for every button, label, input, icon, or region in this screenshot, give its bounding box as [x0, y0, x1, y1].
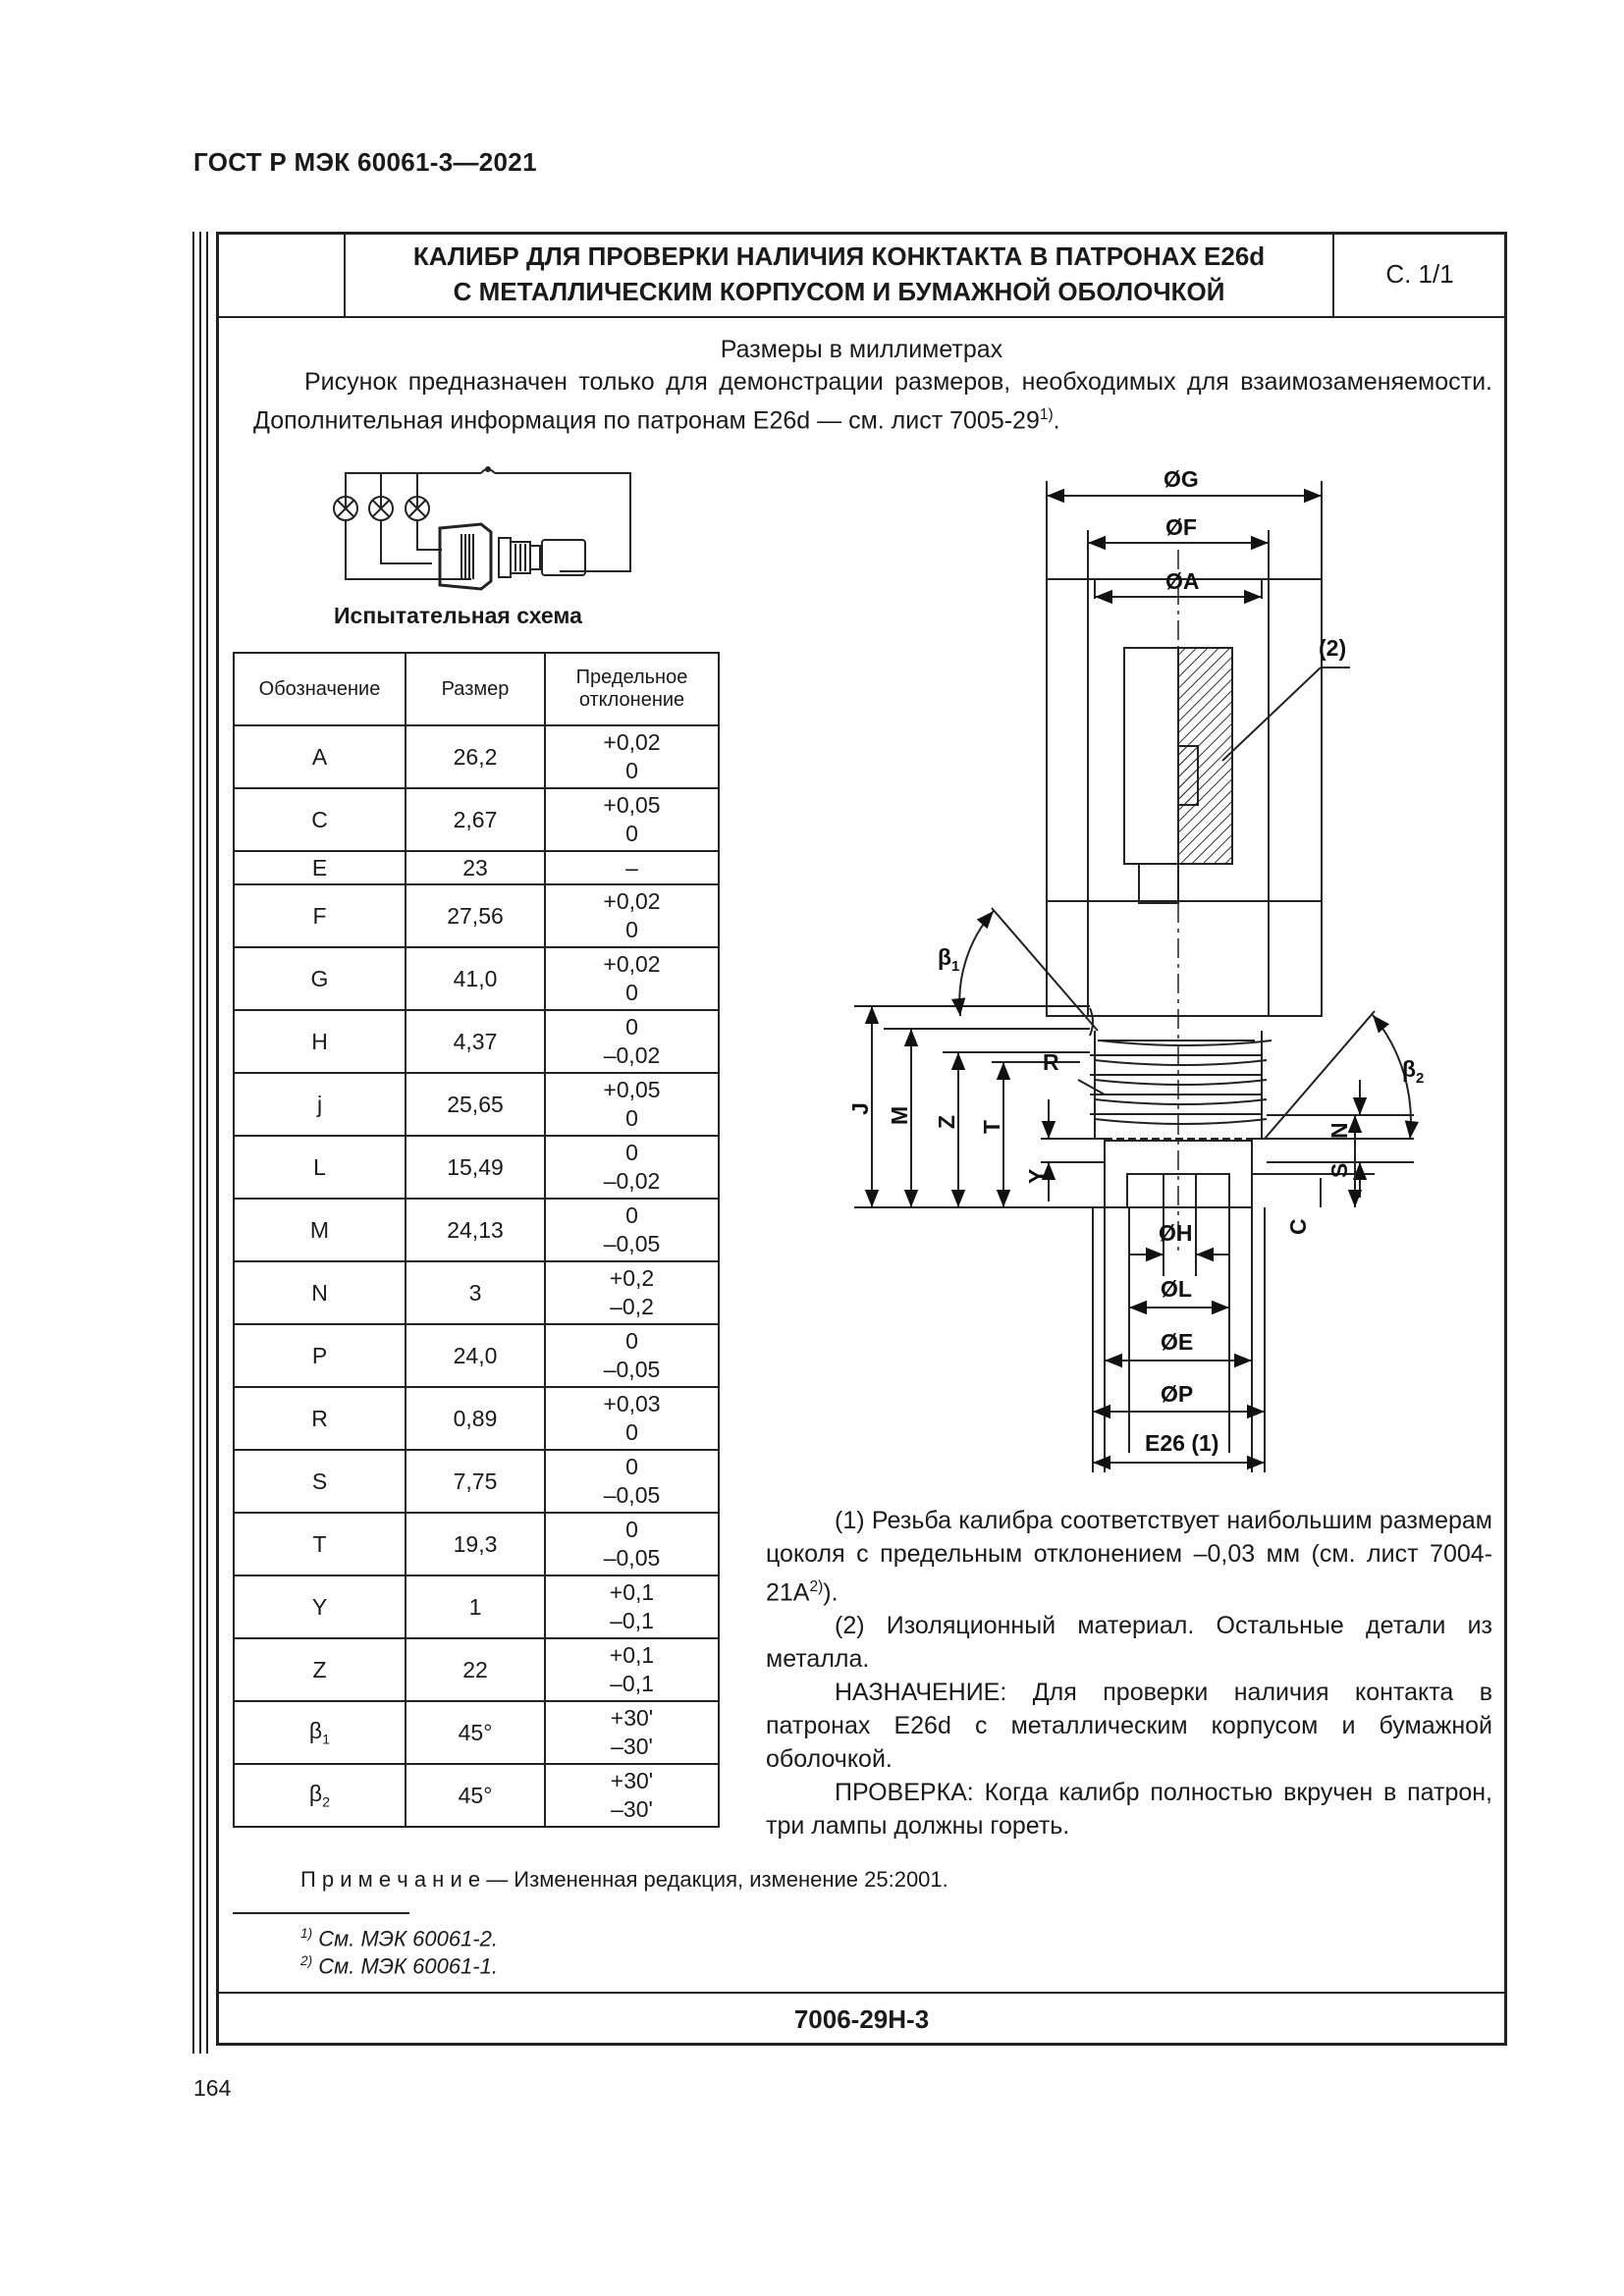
- cell-symbol: F: [234, 884, 406, 947]
- cell-tolerance: +0,02 0: [545, 884, 719, 947]
- footnote-2: $^{2)}$ См. МЭК 60061-1.: [300, 1953, 498, 1979]
- title-row: [216, 232, 1507, 318]
- sheet-title: [344, 232, 1334, 316]
- cell-size: 25,65: [406, 1073, 545, 1136]
- cell-symbol: C: [234, 788, 406, 851]
- cell-tolerance: +0,05 0: [545, 788, 719, 851]
- cell-tolerance: 0 –0,05: [545, 1450, 719, 1513]
- cell-tolerance: 0 –0,02: [545, 1010, 719, 1073]
- cell-size: 15,49: [406, 1136, 545, 1199]
- cell-symbol: G: [234, 947, 406, 1010]
- note-purpose: НАЗНАЧЕНИЕ: Для проверки наличия контакта в патронах E26d с металлическим корпусом и бумажной оболочкой.: [766, 1679, 1492, 1774]
- cell-size: 45°: [406, 1701, 545, 1764]
- label-Z: Z: [934, 1114, 959, 1129]
- label-diam-E: ØE: [1161, 1329, 1194, 1355]
- table-row: [234, 725, 719, 788]
- table-row: [234, 1575, 719, 1638]
- cell-symbol: $\beta_1$: [234, 1701, 406, 1764]
- cell-size: 0,89: [406, 1387, 545, 1450]
- cell-size: 24,13: [406, 1199, 545, 1261]
- label-R: R: [1043, 1049, 1059, 1075]
- sheet-code: 7006-29H-3: [216, 1992, 1507, 2046]
- label-diam-G: ØG: [1164, 466, 1199, 492]
- table-row: [234, 1450, 719, 1513]
- cell-size: 22: [406, 1638, 545, 1701]
- dimensions-table: [233, 652, 720, 1828]
- cell-symbol: M: [234, 1199, 406, 1261]
- cell-symbol: S: [234, 1450, 406, 1513]
- intro-end: .: [1053, 406, 1060, 435]
- label-S: S: [1326, 1162, 1352, 1178]
- document-header: ГОСТ Р МЭК 60061-3—2021: [193, 147, 537, 177]
- cell-size: 3: [406, 1261, 545, 1324]
- cell-symbol: H: [234, 1010, 406, 1073]
- intro-paragraph: [253, 365, 1492, 437]
- column-header-symbol: Обозначение: [234, 653, 406, 725]
- footnote-rule: [233, 1912, 409, 1914]
- gauge-drawing: [844, 452, 1492, 1472]
- cell-symbol: A: [234, 725, 406, 788]
- table-row: [234, 1199, 719, 1261]
- notes-block: [766, 1504, 1492, 1842]
- cell-symbol: T: [234, 1513, 406, 1575]
- column-header-tolerance: Предельное отклонение: [545, 653, 719, 725]
- test-scheme-label: Испытательная схема: [334, 603, 582, 628]
- table-row: [234, 1513, 719, 1575]
- cell-tolerance: –: [545, 851, 719, 884]
- table-header-row: [234, 653, 719, 725]
- table-row: [234, 1073, 719, 1136]
- note-insulation: (2) Изоляционный материал. Остальные детали из металла.: [766, 1612, 1492, 1674]
- margin-rule: [199, 232, 201, 2054]
- table-row: [234, 851, 719, 884]
- sheet-title-line-1: КАЛИБР ДЛЯ ПРОВЕРКИ НАЛИЧИЯ КОНКТАКТА В ПАТРОНАХ E26d: [412, 241, 1266, 271]
- cell-symbol: N: [234, 1261, 406, 1324]
- label-J: J: [847, 1102, 873, 1115]
- cell-tolerance: +0,05 0: [545, 1073, 719, 1136]
- label-diam-F: ØF: [1165, 514, 1197, 540]
- cell-tolerance: 0 –0,05: [545, 1199, 719, 1261]
- cell-size: 41,0: [406, 947, 545, 1010]
- note-check: ПРОВЕРКА: Когда калибр полностью вкручен в патрон, три лампы должны гореть.: [766, 1779, 1492, 1841]
- table-row: [234, 1136, 719, 1199]
- label-diam-A: ØA: [1165, 568, 1200, 594]
- cell-tolerance: 0 –0,05: [545, 1324, 719, 1387]
- page-number: 164: [193, 2075, 232, 2101]
- table-row: [234, 1701, 719, 1764]
- cell-size: 23: [406, 851, 545, 884]
- label-M: M: [887, 1105, 912, 1125]
- cell-tolerance: 0 –0,02: [545, 1136, 719, 1199]
- sheet-number: С. 1/1: [1385, 258, 1454, 289]
- table-row: [234, 1764, 719, 1827]
- revision-note: П р и м е ч а н и е — Измененная редакция, изменение 25:2001.: [300, 1867, 948, 1892]
- cell-tolerance: +0,02 0: [545, 725, 719, 788]
- label-insulation: (2): [1319, 635, 1347, 661]
- cell-size: 1: [406, 1575, 545, 1638]
- cell-tolerance: +0,03 0: [545, 1387, 719, 1450]
- table-row: [234, 1387, 719, 1450]
- label-beta1: $\beta_1$: [938, 944, 960, 975]
- cell-tolerance: +0,1 –0,1: [545, 1638, 719, 1701]
- cell-tolerance: +0,1 –0,1: [545, 1575, 719, 1638]
- margin-rule: [192, 232, 194, 2054]
- table-row: [234, 788, 719, 851]
- cell-size: 7,75: [406, 1450, 545, 1513]
- cell-symbol: L: [234, 1136, 406, 1199]
- table-row: [234, 1324, 719, 1387]
- cell-size: 2,67: [406, 788, 545, 851]
- intro-footnote-ref: 1): [1039, 406, 1054, 423]
- cell-size: 19,3: [406, 1513, 545, 1575]
- table-row: [234, 1638, 719, 1701]
- cell-symbol: Y: [234, 1575, 406, 1638]
- cell-size: 4,37: [406, 1010, 545, 1073]
- cell-symbol: j: [234, 1073, 406, 1136]
- cell-size: 26,2: [406, 725, 545, 788]
- table-row: [234, 884, 719, 947]
- table-row: [234, 1010, 719, 1073]
- label-diam-L: ØL: [1161, 1276, 1192, 1302]
- label-diam-P: ØP: [1161, 1381, 1194, 1407]
- test-circuit-diagram: [324, 461, 648, 609]
- label-beta2: $\beta_2$: [1402, 1056, 1425, 1087]
- note-thread: (1) Резьба калибра соответствует наибольшим размерам цоколя с предельным отклонением –0,03 мм (см. лист $7004-21A^{2)}$).: [766, 1507, 1492, 1607]
- label-Y: Y: [1024, 1168, 1050, 1184]
- table-body: [234, 725, 719, 1827]
- thread-profile: [1090, 1008, 1272, 1139]
- cell-tolerance: +30' –30': [545, 1764, 719, 1827]
- cell-symbol: E: [234, 851, 406, 884]
- table-row: [234, 947, 719, 1010]
- cell-symbol: P: [234, 1324, 406, 1387]
- dimensions-note: Размеры в миллиметрах: [720, 336, 1003, 363]
- label-N: N: [1326, 1122, 1352, 1139]
- label-C: C: [1285, 1218, 1311, 1235]
- sheet-title-line-2: С МЕТАЛЛИЧЕСКИМ КОРПУСОМ И БУМАЖНОЙ ОБОЛОЧКОЙ: [453, 277, 1225, 306]
- column-header-size: Размер: [406, 653, 545, 725]
- cell-tolerance: +30' –30': [545, 1701, 719, 1764]
- cell-symbol: R: [234, 1387, 406, 1450]
- cell-tolerance: +0,2 –0,2: [545, 1261, 719, 1324]
- label-diam-H: ØH: [1159, 1220, 1193, 1246]
- cell-tolerance: 0 –0,05: [545, 1513, 719, 1575]
- intro-text: Рисунок предназначен только для демонстрации размеров, необходимых для взаимозаменяемости. Дополнительная информация по патронам E26d — см. лист 7005-29: [253, 368, 1492, 435]
- cell-size: 27,56: [406, 884, 545, 947]
- cell-tolerance: +0,02 0: [545, 947, 719, 1010]
- margin-rule: [206, 232, 208, 2054]
- cell-size: 45°: [406, 1764, 545, 1827]
- cell-symbol: Z: [234, 1638, 406, 1701]
- label-T: T: [979, 1119, 1004, 1134]
- table-row: [234, 1261, 719, 1324]
- cell-size: 24,0: [406, 1324, 545, 1387]
- cell-symbol: $\beta_2$: [234, 1764, 406, 1827]
- label-thread-E26: E26 (1): [1145, 1430, 1219, 1456]
- footnote-1: $^{1)}$ См. МЭК 60061-2.: [300, 1926, 498, 1951]
